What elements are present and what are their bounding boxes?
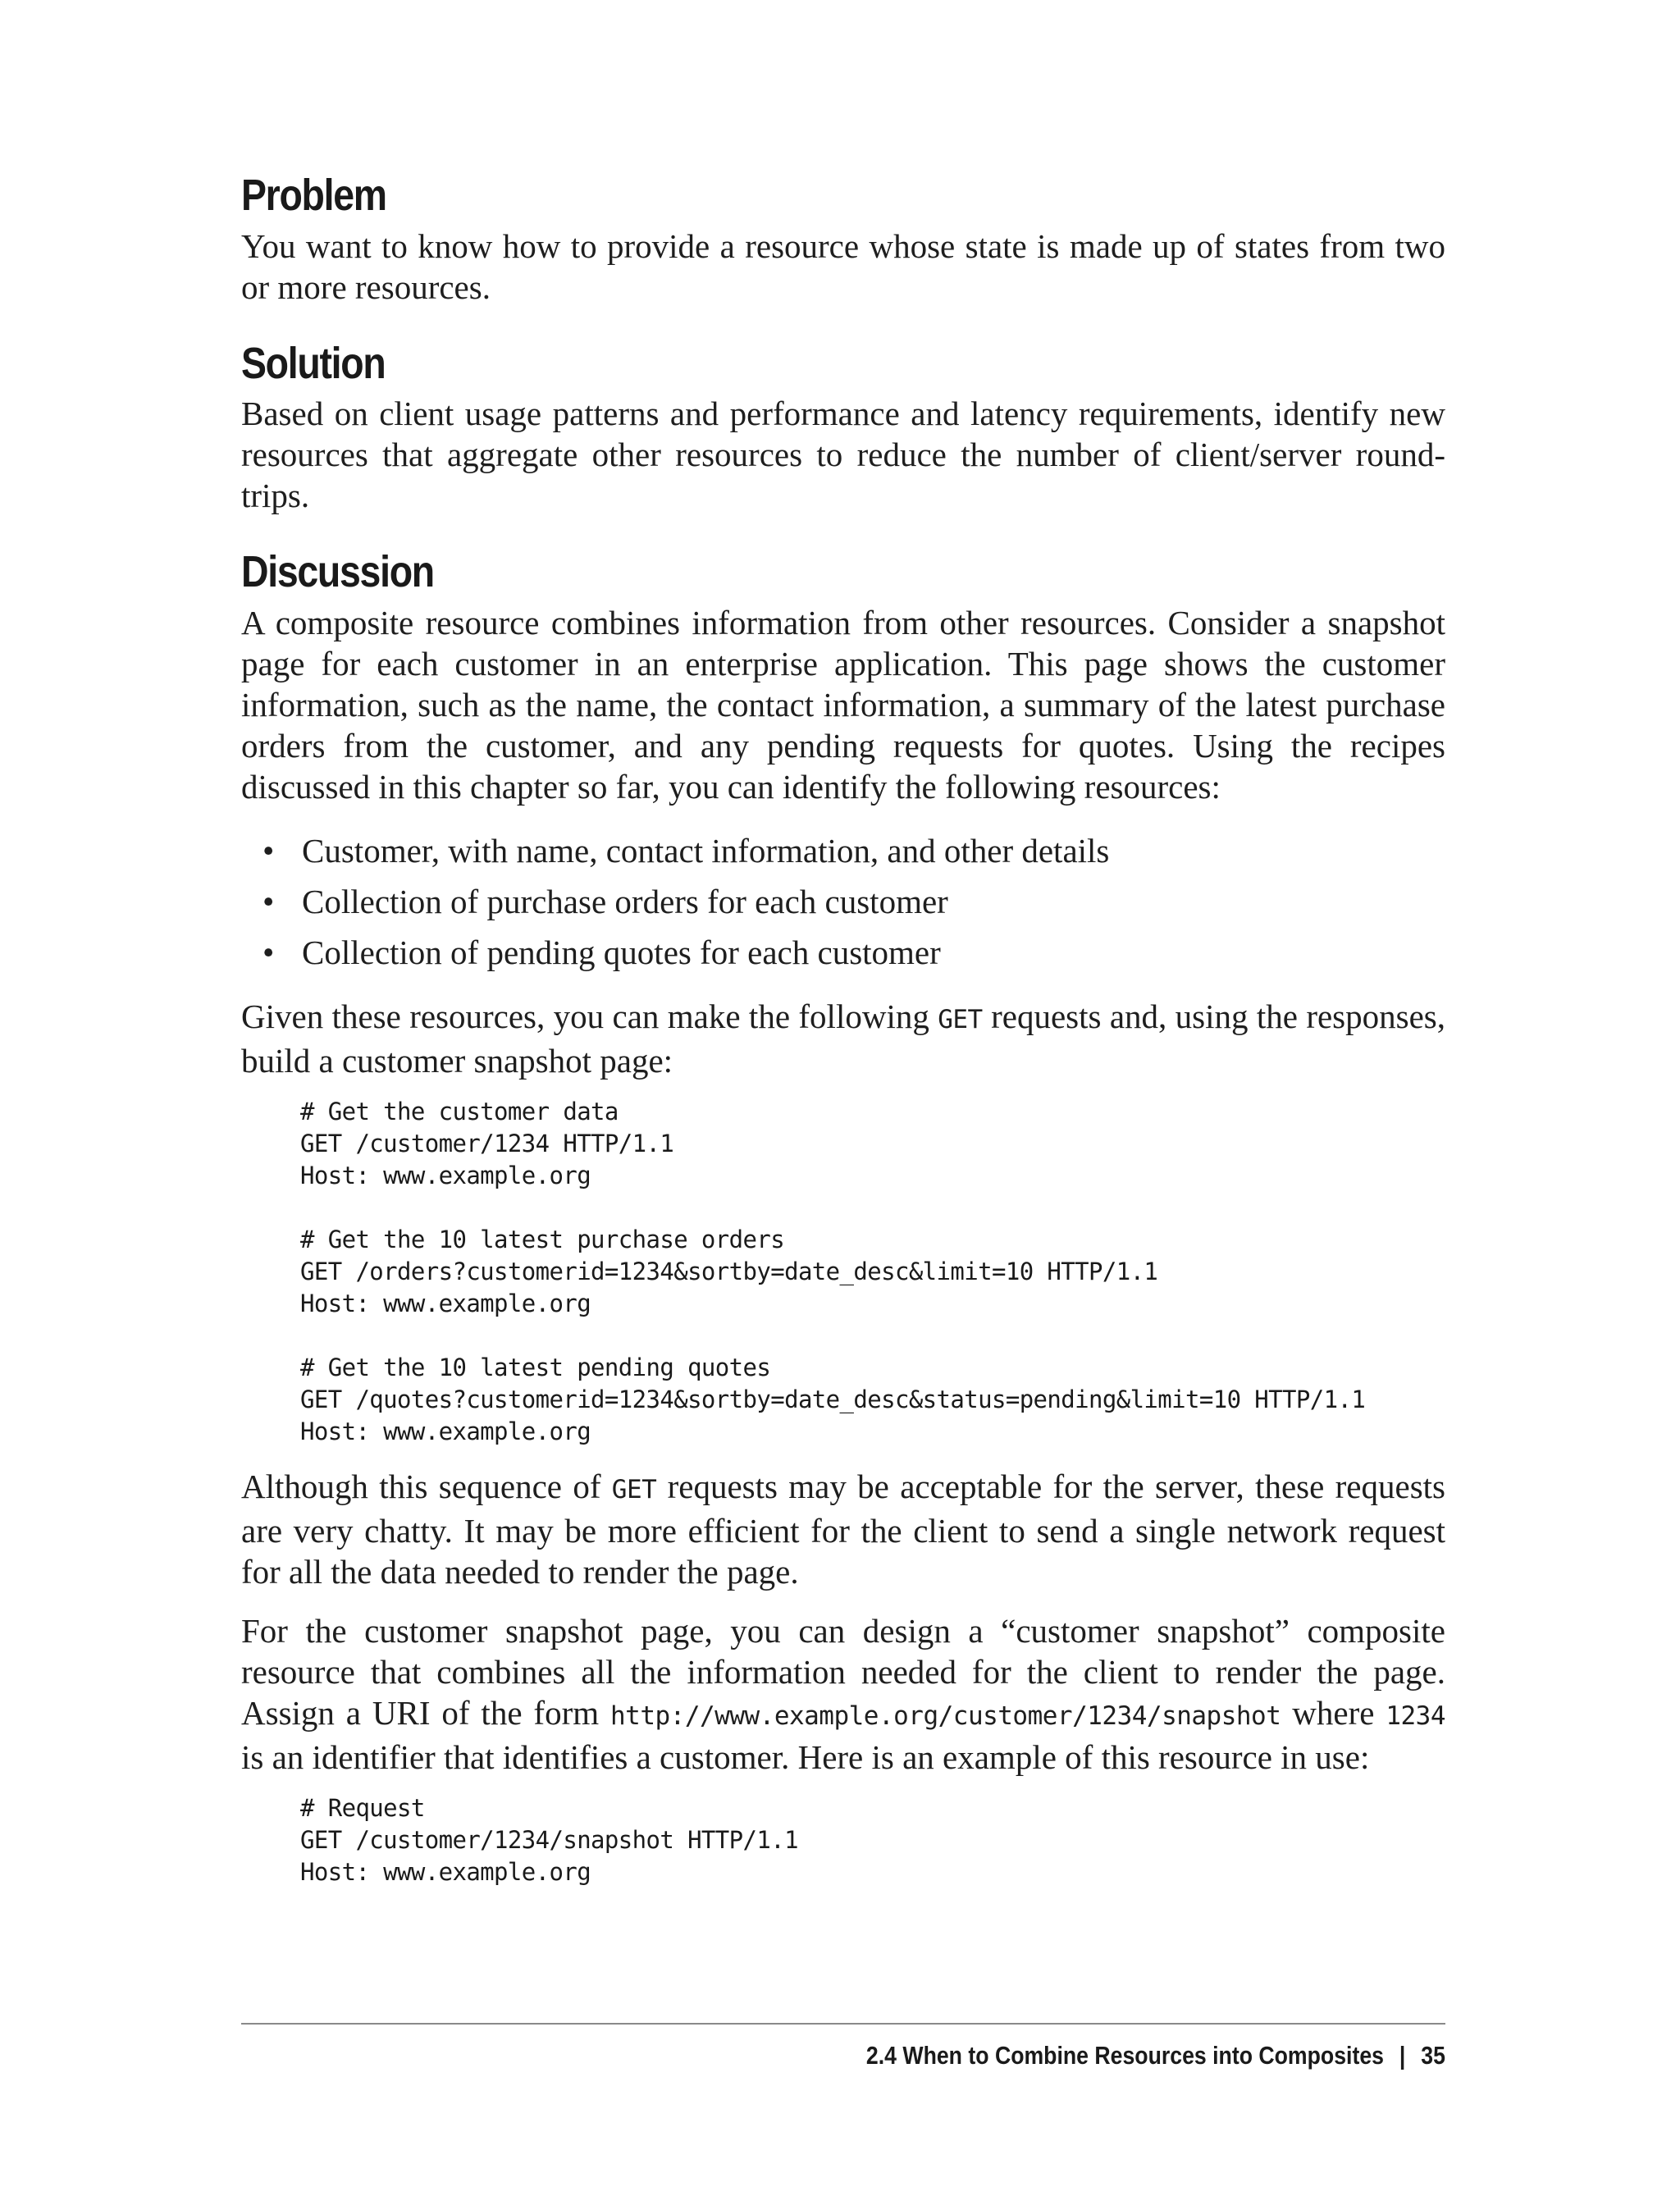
discussion-intro: A composite resource combines information from other resources. Consider a snapshot page for each customer in an enterprise application. This page shows the customer information, such as the name, the contact information, a summary of the latest purchase orders from the customer, and any pending requests for quotes. Using the recipes discussed in this chapter so far, you can identify the following resources: — [241, 604, 1445, 806]
list-item: • Customer, with name, contact information, and other details — [241, 825, 1445, 876]
code-block-snapshot-request: # Request GET /customer/1234/snapshot HTTP/1.1 Host: www.example.org — [300, 1794, 798, 1887]
although-paragraph: Although this sequence of GET requests may be acceptable for the server, these requests are very chatty. It may be more efficient for the client to send a single network request for all the data needed to render the page. — [241, 1468, 1445, 1591]
footer-separator: | — [1399, 2041, 1406, 2070]
code-block-requests: # Get the customer data GET /customer/1234 HTTP/1.1 Host: www.example.org # Get the 10 latest purchase orders GET /orders?customerid=1234&sortby=date_desc&limit=10 HTTP/1.1 Host: www.example.org # Get the 10 latest pending quotes GET /quotes?customerid=1234&sortby=date_desc&status=pending&limit=10 HTTP/1.1 Host: www.example.org — [300, 1098, 1366, 1446]
inline-code: GET — [611, 1475, 657, 1505]
problem-text: You want to know how to provide a resource whose state is made up of states from two or more resources. — [241, 226, 1445, 306]
inline-code-uri: http://www.example.org/customer/1234/snapshot — [610, 1701, 1281, 1732]
solution-heading: Solution — [241, 338, 386, 388]
list-item: • Collection of purchase orders for each customer — [241, 876, 1445, 927]
given-paragraph: Given these resources, you can make the following GET requests and, using the responses, build a customer snapshot page: — [241, 998, 1445, 1080]
resource-list — [241, 825, 1445, 978]
page-number: 35 — [1421, 2041, 1445, 2070]
list-item: • Collection of pending quotes for each customer — [241, 927, 1445, 978]
inline-code-id: 1234 — [1386, 1701, 1445, 1732]
bullet-icon: • — [262, 883, 275, 921]
page-content — [241, 172, 1445, 1906]
bullet-icon: • — [262, 934, 275, 972]
problem-heading: Problem — [241, 171, 386, 220]
footer-section-title: 2.4 When to Combine Resources into Composites — [865, 2041, 1385, 2070]
footer-divider — [241, 2023, 1445, 2025]
page-footer — [866, 2041, 1445, 2070]
bullet-icon: • — [262, 832, 275, 870]
solution-text: Based on client usage patterns and performance and latency requirements, identify new resources that aggregate other resources to reduce the number of client/server round-trips. — [241, 395, 1445, 515]
discussion-heading: Discussion — [241, 547, 434, 597]
inline-code: GET — [938, 1005, 983, 1035]
snapshot-paragraph: For the customer snapshot page, you can design a “customer snapshot” composite resource that combines all the information needed for the client to render the page. Assign a URI of the form http://www.example.org/customer/1234/snapshot where 1234 is an identifier that identifies a customer. Here is an example of this resource in use: — [241, 1612, 1445, 1777]
